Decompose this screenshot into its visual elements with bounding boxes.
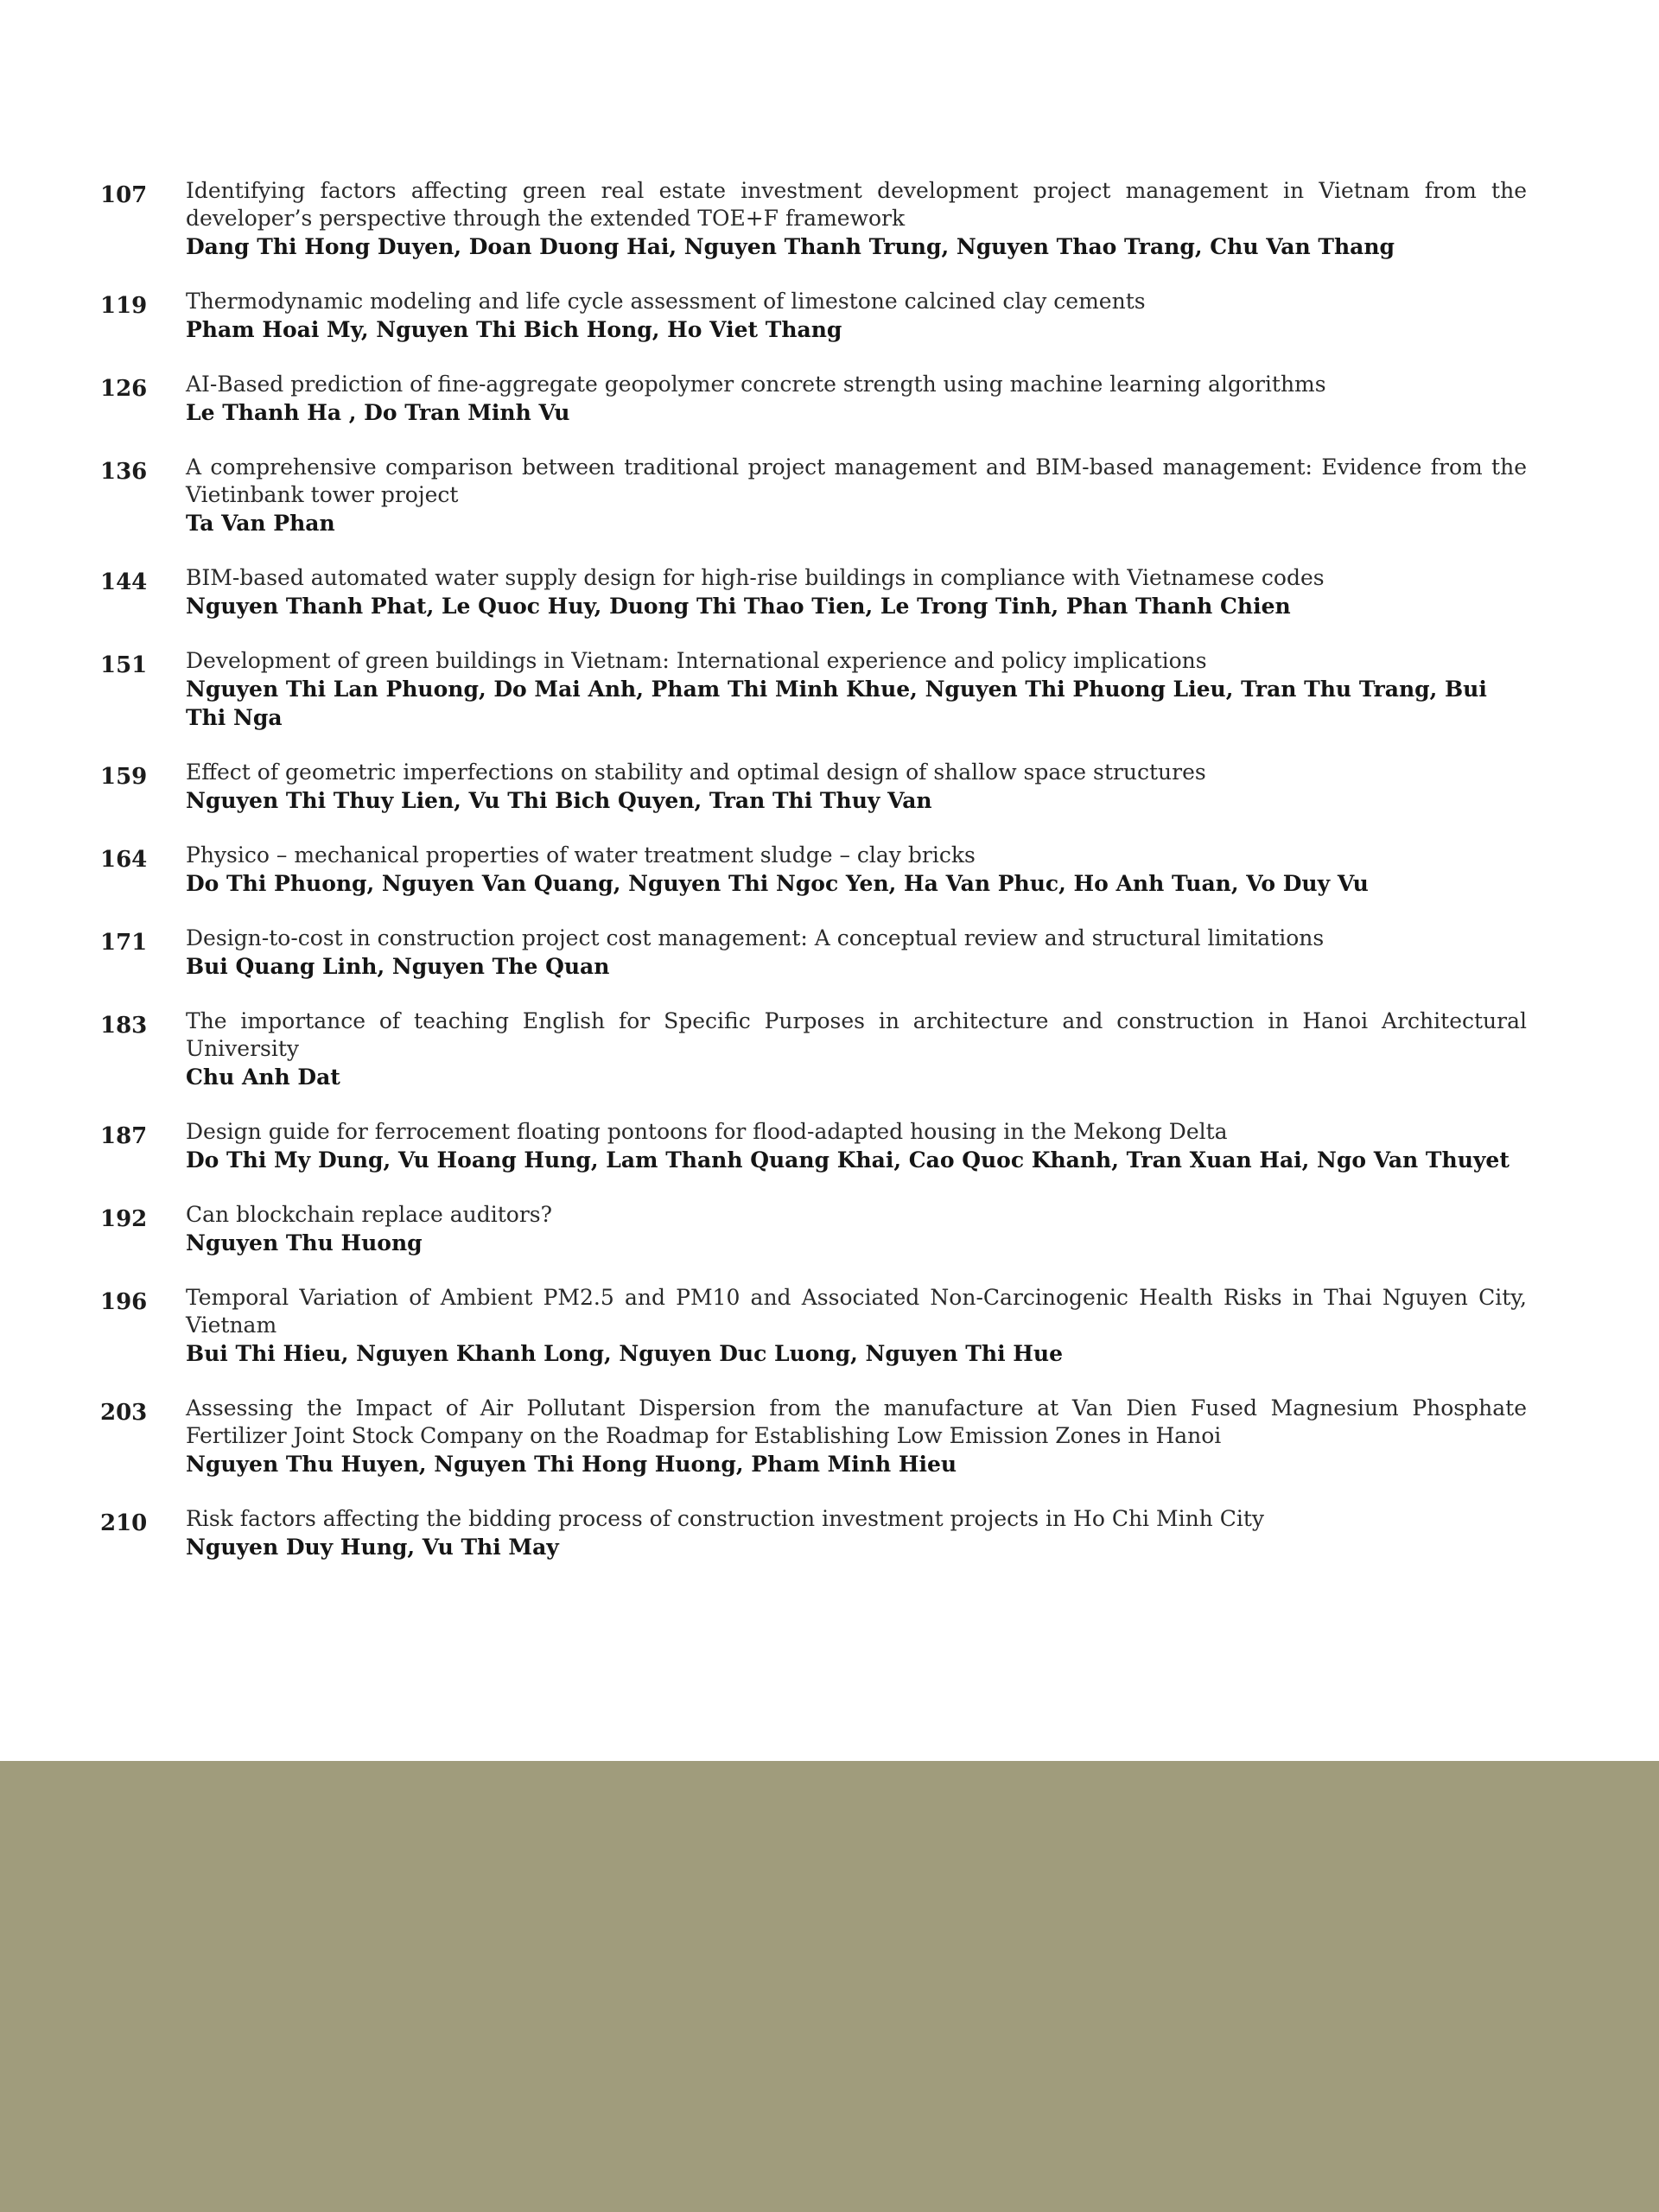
toc-entry[interactable] — [0, 454, 1659, 537]
toc-entry[interactable] — [0, 288, 1659, 344]
article-authors: Bui Quang Linh, Nguyen The Quan — [186, 954, 610, 979]
article-authors: Do Thi My Dung, Vu Hoang Hung, Lam Thanh Quang Khai, Cao Quoc Khanh, Tran Xuan Hai, Ngo Van Thuyet — [186, 1147, 1510, 1173]
toc-entry[interactable] — [0, 1201, 1659, 1257]
article-title[interactable]: Design-to-cost in construction project cost management: A conceptual review and structural limitations — [186, 925, 1325, 950]
entry-content — [186, 288, 1527, 344]
article-authors: Pham Hoai My, Nguyen Thi Bich Hong, Ho Viet Thang — [186, 317, 842, 342]
toc-entry[interactable] — [0, 371, 1659, 427]
article-authors: Nguyen Thi Lan Phuong, Do Mai Anh, Pham Thi Minh Khue, Nguyen Thi Phuong Lieu, Tran Thu Trang, Bui Thi Nga — [186, 677, 1487, 730]
entry-content — [186, 564, 1527, 620]
table-of-contents — [0, 177, 1659, 1588]
page-number: 196 — [100, 1289, 148, 1315]
page-number: 183 — [100, 1013, 148, 1039]
entry-content — [186, 1007, 1527, 1091]
footer-color-band — [0, 1761, 1659, 2212]
toc-entry[interactable] — [0, 1505, 1659, 1561]
page-number: 187 — [100, 1123, 148, 1149]
entry-content — [186, 454, 1527, 537]
entry-content — [186, 759, 1527, 815]
article-authors: Bui Thi Hieu, Nguyen Khanh Long, Nguyen Duc Luong, Nguyen Thi Hue — [186, 1341, 1063, 1366]
page-number: 107 — [100, 182, 148, 208]
page-number: 203 — [100, 1400, 148, 1426]
article-title[interactable]: Physico – mechanical properties of water treatment sludge – clay bricks — [186, 842, 976, 868]
toc-entry[interactable] — [0, 842, 1659, 898]
toc-entry[interactable] — [0, 647, 1659, 732]
entry-content — [186, 371, 1527, 427]
article-authors: Dang Thi Hong Duyen, Doan Duong Hai, Nguyen Thanh Trung, Nguyen Thao Trang, Chu Van Thang — [186, 234, 1395, 259]
entry-content — [186, 1395, 1527, 1478]
toc-entry[interactable] — [0, 1118, 1659, 1174]
entry-content — [186, 647, 1527, 732]
page-number: 192 — [100, 1206, 148, 1232]
article-authors: Nguyen Thi Thuy Lien, Vu Thi Bich Quyen, Tran Thi Thuy Van — [186, 788, 932, 813]
page-number: 144 — [100, 569, 148, 595]
entry-content — [186, 1284, 1527, 1368]
article-authors: Le Thanh Ha , Do Tran Minh Vu — [186, 400, 570, 425]
article-title[interactable]: A comprehensive comparison between traditional project management and BIM-based management: Evidence from the Vietinbank tower project — [186, 454, 1527, 507]
article-title[interactable]: Temporal Variation of Ambient PM2.5 and PM10 and Associated Non-Carcinogenic Health Risks in Thai Nguyen City, Vietnam — [186, 1285, 1527, 1338]
entry-content — [186, 1118, 1527, 1174]
entry-content — [186, 1201, 1527, 1257]
toc-entry[interactable] — [0, 759, 1659, 815]
page-number: 159 — [100, 764, 148, 790]
article-authors: Nguyen Thu Huyen, Nguyen Thi Hong Huong, Pham Minh Hieu — [186, 1452, 957, 1477]
article-title[interactable]: Thermodynamic modeling and life cycle assessment of limestone calcined clay cements — [186, 289, 1146, 314]
article-title[interactable]: Identifying factors affecting green real estate investment development project management in Vietnam from the developer’s perspective through the extended TOE+F framework — [186, 178, 1527, 231]
entry-content — [186, 1505, 1527, 1561]
article-authors: Nguyen Duy Hung, Vu Thi May — [186, 1535, 559, 1560]
toc-entry[interactable] — [0, 1007, 1659, 1091]
toc-entry[interactable] — [0, 925, 1659, 981]
toc-entry[interactable] — [0, 564, 1659, 620]
article-title[interactable]: Effect of geometric imperfections on stability and optimal design of shallow space structures — [186, 760, 1206, 785]
toc-entry[interactable] — [0, 1395, 1659, 1478]
article-title[interactable]: Risk factors affecting the bidding process of construction investment projects in Ho Chi Minh City — [186, 1506, 1265, 1531]
entry-content — [186, 925, 1527, 981]
page-number: 136 — [100, 459, 148, 485]
article-title[interactable]: Development of green buildings in Vietnam: International experience and policy implications — [186, 648, 1207, 673]
toc-entry[interactable] — [0, 1284, 1659, 1368]
article-authors: Chu Anh Dat — [186, 1065, 340, 1090]
article-title[interactable]: AI-Based prediction of fine-aggregate geopolymer concrete strength using machine learning algorithms — [186, 372, 1326, 397]
article-title[interactable]: BIM-based automated water supply design for high-rise buildings in compliance with Vietnamese codes — [186, 565, 1325, 590]
page-number: 210 — [100, 1510, 148, 1536]
article-title[interactable]: Assessing the Impact of Air Pollutant Dispersion from the manufacture at Van Dien Fused Magnesium Phosphate Fertilizer Joint Stock Company on the Roadmap for Establishing Low Emission Zones in Hanoi — [186, 1395, 1527, 1448]
entry-content — [186, 842, 1527, 898]
page-number: 164 — [100, 847, 148, 873]
page-number: 126 — [100, 376, 148, 402]
article-title[interactable]: Design guide for ferrocement floating pontoons for flood-adapted housing in the Mekong Delta — [186, 1119, 1228, 1144]
toc-entry[interactable] — [0, 177, 1659, 261]
article-authors: Nguyen Thanh Phat, Le Quoc Huy, Duong Thi Thao Tien, Le Trong Tinh, Phan Thanh Chien — [186, 594, 1291, 619]
entry-content — [186, 177, 1527, 261]
article-authors: Nguyen Thu Huong — [186, 1230, 423, 1255]
page-number: 171 — [100, 930, 148, 956]
article-authors: Do Thi Phuong, Nguyen Van Quang, Nguyen Thi Ngoc Yen, Ha Van Phuc, Ho Anh Tuan, Vo Duy Vu — [186, 871, 1369, 896]
article-title[interactable]: The importance of teaching English for Specific Purposes in architecture and construction in Hanoi Architectural University — [186, 1008, 1527, 1061]
page-number: 119 — [100, 293, 148, 319]
article-title[interactable]: Can blockchain replace auditors? — [186, 1202, 553, 1227]
page-number: 151 — [100, 652, 148, 678]
article-authors: Ta Van Phan — [186, 511, 335, 536]
